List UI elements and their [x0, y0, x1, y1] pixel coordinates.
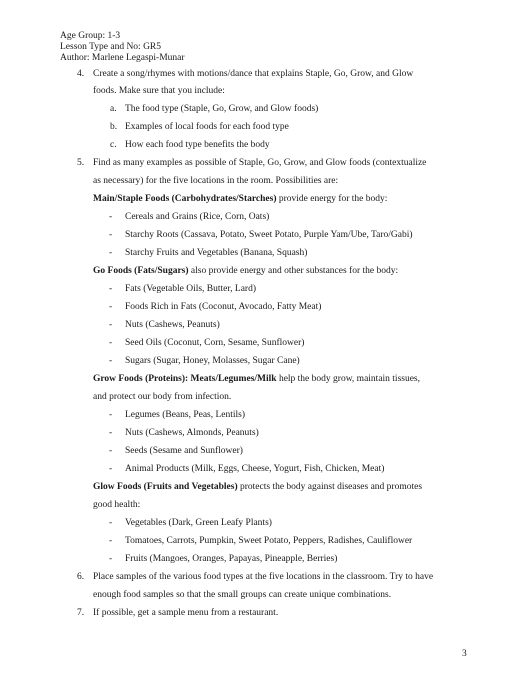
bullet-dash: - — [109, 212, 113, 222]
item-4c-marker: c. — [110, 140, 117, 150]
grow-item-4: Animal Products (Milk, Eggs, Cheese, Yogurt, Fish, Chicken, Meat) — [125, 464, 385, 474]
staple-heading-bold: Main/Staple Foods (Carbohydrates/Starches) — [93, 194, 277, 204]
item-4-line-1: Create a song/rhymes with motions/dance that explains Staple, Go, Grow, and Glow — [93, 69, 414, 79]
bullet-dash: - — [109, 428, 113, 438]
glow-heading-rest: protects the body against diseases and promotes — [237, 482, 423, 492]
bullet-dash: - — [109, 320, 113, 330]
item-6-line-1: Place samples of the various food types at the five locations in the classroom. Try to have — [93, 572, 434, 582]
glow-heading-line-2: good health: — [93, 500, 141, 510]
glow-heading-bold: Glow Foods (Fruits and Vegetables) — [93, 482, 238, 492]
bullet-dash: - — [109, 554, 113, 564]
item-4b-marker: b. — [110, 122, 118, 132]
lesson-type: Lesson Type and No: GR5 — [60, 42, 162, 52]
item-7-number: 7. — [77, 608, 85, 618]
bullet-dash: - — [109, 284, 113, 294]
staple-heading — [93, 193, 387, 205]
bullet-dash: - — [109, 230, 113, 240]
document-header — [60, 31, 185, 64]
bullet-dash: - — [109, 536, 113, 546]
bullet-dash: - — [109, 464, 113, 474]
go-item-3: Nuts (Cashews, Peanuts) — [125, 320, 220, 330]
grow-item-1: Legumes (Beans, Peas, Lentils) — [125, 410, 246, 420]
bullet-dash: - — [109, 410, 113, 420]
staple-item-3: Starchy Fruits and Vegetables (Banana, Squash) — [125, 248, 308, 258]
item-5-line-2: as necessary) for the five locations in the room. Possibilities are: — [93, 176, 339, 186]
go-item-4: Seed Oils (Coconut, Corn, Sesame, Sunflower) — [125, 338, 305, 348]
go-heading — [93, 265, 398, 277]
grow-heading-rest: help the body grow, maintain tissues, — [276, 374, 421, 384]
author: Author: Marlene Legaspi-Munar — [60, 53, 185, 63]
glow-item-2: Tomatoes, Carrots, Pumpkin, Sweet Potato, Peppers, Radishes, Cauliflower — [125, 536, 413, 546]
grow-item-2: Nuts (Cashews, Almonds, Peanuts) — [125, 428, 259, 438]
go-item-2: Foods Rich in Fats (Coconut, Avocado, Fatty Meat) — [125, 302, 322, 312]
item-4-line-2: foods. Make sure that you include: — [93, 86, 225, 96]
bullet-dash: - — [109, 446, 113, 456]
item-6-line-2: enough food samples so that the small groups can create unique combinations. — [93, 590, 392, 600]
staple-heading-rest: provide energy for the body: — [276, 194, 388, 204]
bullet-dash: - — [109, 302, 113, 312]
glow-heading — [93, 481, 422, 493]
glow-item-3: Fruits (Mangoes, Oranges, Papayas, Pineapple, Berries) — [125, 554, 338, 564]
item-4c-text: How each food type benefits the body — [125, 140, 270, 150]
item-6-number: 6. — [77, 572, 85, 582]
item-4-number: 4. — [77, 69, 85, 79]
page-number: 3 — [462, 649, 467, 659]
item-7-line-1: If possible, get a sample menu from a restaurant. — [93, 608, 279, 618]
staple-item-1: Cereals and Grains (Rice, Corn, Oats) — [125, 212, 270, 222]
item-4a-text: The food type (Staple, Go, Grow, and Glow foods) — [125, 104, 319, 114]
bullet-dash: - — [109, 248, 113, 258]
bullet-dash: - — [109, 518, 113, 528]
bullet-dash: - — [109, 338, 113, 348]
item-5-line-1: Find as many examples as possible of Staple, Go, Grow, and Glow foods (contextualize — [93, 158, 427, 168]
age-group: Age Group: 1-3 — [60, 31, 121, 41]
grow-heading-bold: Grow Foods (Proteins): Meats/Legumes/Milk — [93, 374, 277, 384]
staple-item-2: Starchy Roots (Cassava, Potato, Sweet Potato, Purple Yam/Ube, Taro/Gabi) — [125, 230, 413, 240]
go-item-5: Sugars (Sugar, Honey, Molasses, Sugar Cane) — [125, 356, 300, 366]
bullet-dash: - — [109, 356, 113, 366]
grow-heading — [93, 373, 420, 385]
glow-item-1: Vegetables (Dark, Green Leafy Plants) — [125, 518, 272, 528]
go-heading-bold: Go Foods (Fats/Sugars) — [93, 266, 189, 276]
item-4a-marker: a. — [110, 104, 117, 114]
grow-heading-line-2: and protect our body from infection. — [93, 392, 232, 402]
item-4b-text: Examples of local foods for each food type — [125, 122, 289, 132]
grow-item-3: Seeds (Sesame and Sunflower) — [125, 446, 243, 456]
item-5-number: 5. — [77, 158, 85, 168]
go-heading-rest: also provide energy and other substances for the body: — [188, 266, 399, 276]
go-item-1: Fats (Vegetable Oils, Butter, Lard) — [125, 284, 257, 294]
